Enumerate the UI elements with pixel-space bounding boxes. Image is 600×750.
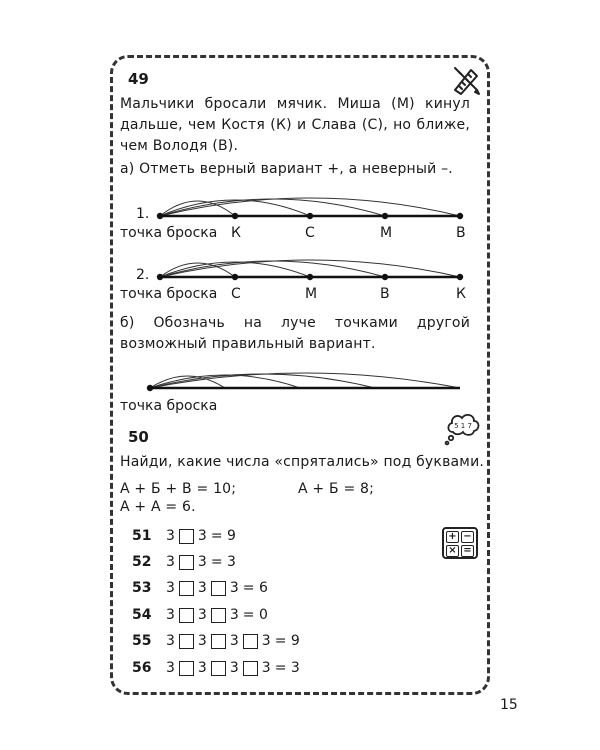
option1-point-3: М xyxy=(380,225,393,241)
answer-box[interactable] xyxy=(179,555,194,570)
option1-dot-3 xyxy=(382,213,388,219)
option2-dot-4 xyxy=(457,274,463,280)
task50-text: Найди, какие числа «спрятались» под буквами. xyxy=(120,454,485,470)
task50-eq2: А + Б = 8; xyxy=(298,481,375,497)
operand: 3 xyxy=(166,660,175,676)
operand: 3 xyxy=(197,607,207,623)
option1-dot-4 xyxy=(457,213,463,219)
ray-arc-4 xyxy=(150,373,460,388)
operand: 3 xyxy=(197,660,207,676)
answer-box[interactable] xyxy=(179,529,194,544)
option2-dot-3 xyxy=(382,274,388,280)
answer-box[interactable] xyxy=(179,608,194,623)
option1-point-2: С xyxy=(305,225,315,241)
answer-box[interactable] xyxy=(179,581,194,596)
option2-dot-2 xyxy=(307,274,313,280)
option2-dot-start xyxy=(157,274,163,280)
calculator-icon xyxy=(442,527,478,559)
equation-number: 52 xyxy=(132,554,152,570)
option1-point-1: К xyxy=(231,225,241,241)
equation-result: = 9 xyxy=(274,633,300,649)
operand: 3 xyxy=(166,633,175,649)
answer-box[interactable] xyxy=(211,661,226,676)
option2-number: 2. xyxy=(136,267,150,283)
answer-box[interactable] xyxy=(211,581,226,596)
equation-row-55 xyxy=(132,633,300,649)
option2-start-label: точка броска xyxy=(120,286,218,302)
equation-number: 53 xyxy=(132,580,152,596)
answer-box[interactable] xyxy=(211,634,226,649)
option1-diagram xyxy=(150,186,470,226)
operand: 3 xyxy=(166,580,175,596)
ray-dot-start xyxy=(147,385,153,391)
task49-part-b: б) Обозначь на луче точками другой возможный правильный вариант. xyxy=(120,315,470,352)
operand: 3 xyxy=(197,528,207,544)
equation-result: = 0 xyxy=(242,607,268,623)
equation-row-52 xyxy=(132,554,236,570)
operand: 3 xyxy=(229,580,239,596)
operand: 3 xyxy=(229,633,239,649)
answer-box[interactable] xyxy=(179,634,194,649)
equation-number: 54 xyxy=(132,607,152,623)
task-number-49: 49 xyxy=(128,70,149,88)
option1-dot-1 xyxy=(232,213,238,219)
calc-plus: + xyxy=(446,531,459,543)
ray-start-label: точка броска xyxy=(120,398,218,414)
operand: 3 xyxy=(166,607,175,623)
operand: 3 xyxy=(197,554,207,570)
equation-number: 56 xyxy=(132,660,152,676)
answer-box[interactable] xyxy=(243,661,258,676)
task50-eq1: А + Б + В = 10; xyxy=(120,481,237,497)
operand: 3 xyxy=(229,607,239,623)
task-number-50: 50 xyxy=(128,428,149,446)
option2-point-3: В xyxy=(380,286,390,302)
equation-result: = 6 xyxy=(242,580,268,596)
option2-dot-1 xyxy=(232,274,238,280)
equation-result: = 9 xyxy=(210,528,236,544)
option1-start-label: точка броска xyxy=(120,225,218,241)
equation-row-56 xyxy=(132,660,300,676)
thought-bubble-text: 5 1 7 xyxy=(454,422,472,430)
operand: 3 xyxy=(229,660,239,676)
answer-ray[interactable] xyxy=(140,360,470,400)
equation-row-54 xyxy=(132,607,268,623)
answer-box[interactable] xyxy=(179,661,194,676)
option2-point-2: М xyxy=(305,286,318,302)
pencil-ruler-icon xyxy=(449,64,483,98)
operand: 3 xyxy=(197,580,207,596)
answer-box[interactable] xyxy=(211,608,226,623)
page-number: 15 xyxy=(500,697,518,713)
thought-bubble-icon xyxy=(443,410,483,446)
task50-eq3: А + А = 6. xyxy=(120,499,196,515)
operand: 3 xyxy=(197,633,207,649)
option1-dot-2 xyxy=(307,213,313,219)
operand: 3 xyxy=(261,660,271,676)
task49-part-a: а) Отметь верный вариант +, а неверный –. xyxy=(120,161,453,177)
operand: 3 xyxy=(166,528,175,544)
equation-result: = 3 xyxy=(274,660,300,676)
equation-number: 51 xyxy=(132,528,152,544)
option2-diagram xyxy=(150,247,470,287)
equation-number: 55 xyxy=(132,633,152,649)
task49-text: Мальчики бросали мячик. Миша (М) кинул дальше, чем Костя (К) и Слава (С), но ближе, чем Володя (В). xyxy=(120,96,470,154)
option1-point-4: В xyxy=(456,225,466,241)
option1-dot-start xyxy=(157,213,163,219)
equation-row-51 xyxy=(132,528,236,544)
equation-result: = 3 xyxy=(210,554,236,570)
option1-number: 1. xyxy=(136,206,150,222)
equation-row-53 xyxy=(132,580,268,596)
option2-point-1: С xyxy=(231,286,241,302)
calc-equals: = xyxy=(461,545,474,557)
calc-times: × xyxy=(446,545,459,557)
option2-point-4: К xyxy=(456,286,466,302)
answer-box[interactable] xyxy=(243,634,258,649)
operand: 3 xyxy=(261,633,271,649)
calc-minus: − xyxy=(461,531,474,543)
operand: 3 xyxy=(166,554,175,570)
